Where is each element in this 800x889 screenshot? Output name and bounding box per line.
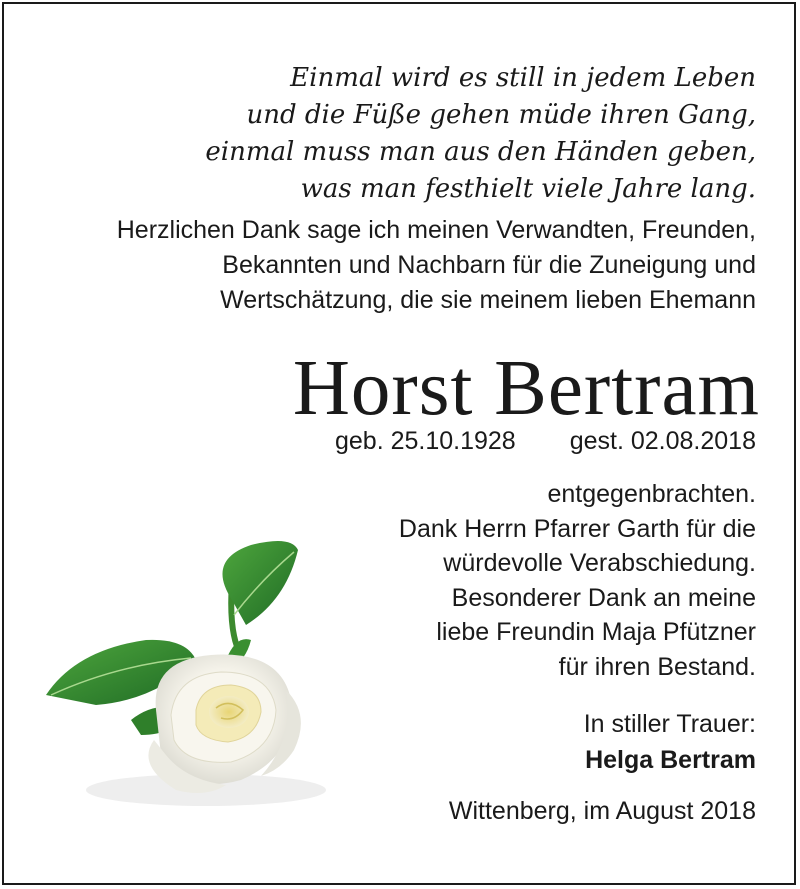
deceased-name: Horst Bertram bbox=[292, 345, 760, 432]
thanks-line: Bekannten und Nachbarn für die Zuneigung und bbox=[222, 251, 756, 279]
mourning-block bbox=[584, 706, 756, 778]
place-date: Wittenberg, im August 2018 bbox=[448, 797, 756, 825]
signer-name: Helga Bertram bbox=[585, 746, 756, 774]
thanks-line: Wertschätzung, die sie meinem lieben Ehemann bbox=[220, 286, 756, 314]
acknowledgement-text bbox=[399, 477, 756, 684]
body-line: für ihren Bestand. bbox=[558, 652, 756, 681]
thanks-paragraph bbox=[117, 213, 756, 318]
body-line: entgegenbrachten. bbox=[547, 480, 756, 508]
mourning-label: In stiller Trauer: bbox=[583, 710, 756, 738]
body-line: liebe Freundin Maja Pfützner bbox=[436, 618, 756, 646]
thanks-line: Herzlichen Dank sage ich meinen Verwandten, Freunden, bbox=[116, 216, 756, 244]
poem-line: einmal muss man aus den Händen geben, bbox=[205, 137, 756, 167]
poem-line: was man festhielt viele Jahre lang. bbox=[300, 174, 756, 204]
body-line: Besonderer Dank an meine bbox=[451, 583, 756, 612]
birth-date: geb. 25.10.1928 bbox=[334, 427, 516, 455]
poem-verse bbox=[205, 60, 756, 208]
poem-line: Einmal wird es still in jedem Leben bbox=[290, 63, 756, 93]
death-date: gest. 02.08.2018 bbox=[569, 427, 756, 455]
life-dates bbox=[335, 427, 756, 456]
poem-line: und die Füße gehen müde ihren Gang, bbox=[246, 100, 756, 130]
body-line: würdevolle Verabschiedung. bbox=[443, 549, 756, 577]
body-line: Dank Herrn Pfarrer Garth für die bbox=[398, 514, 756, 543]
white-rose-image bbox=[36, 540, 336, 820]
